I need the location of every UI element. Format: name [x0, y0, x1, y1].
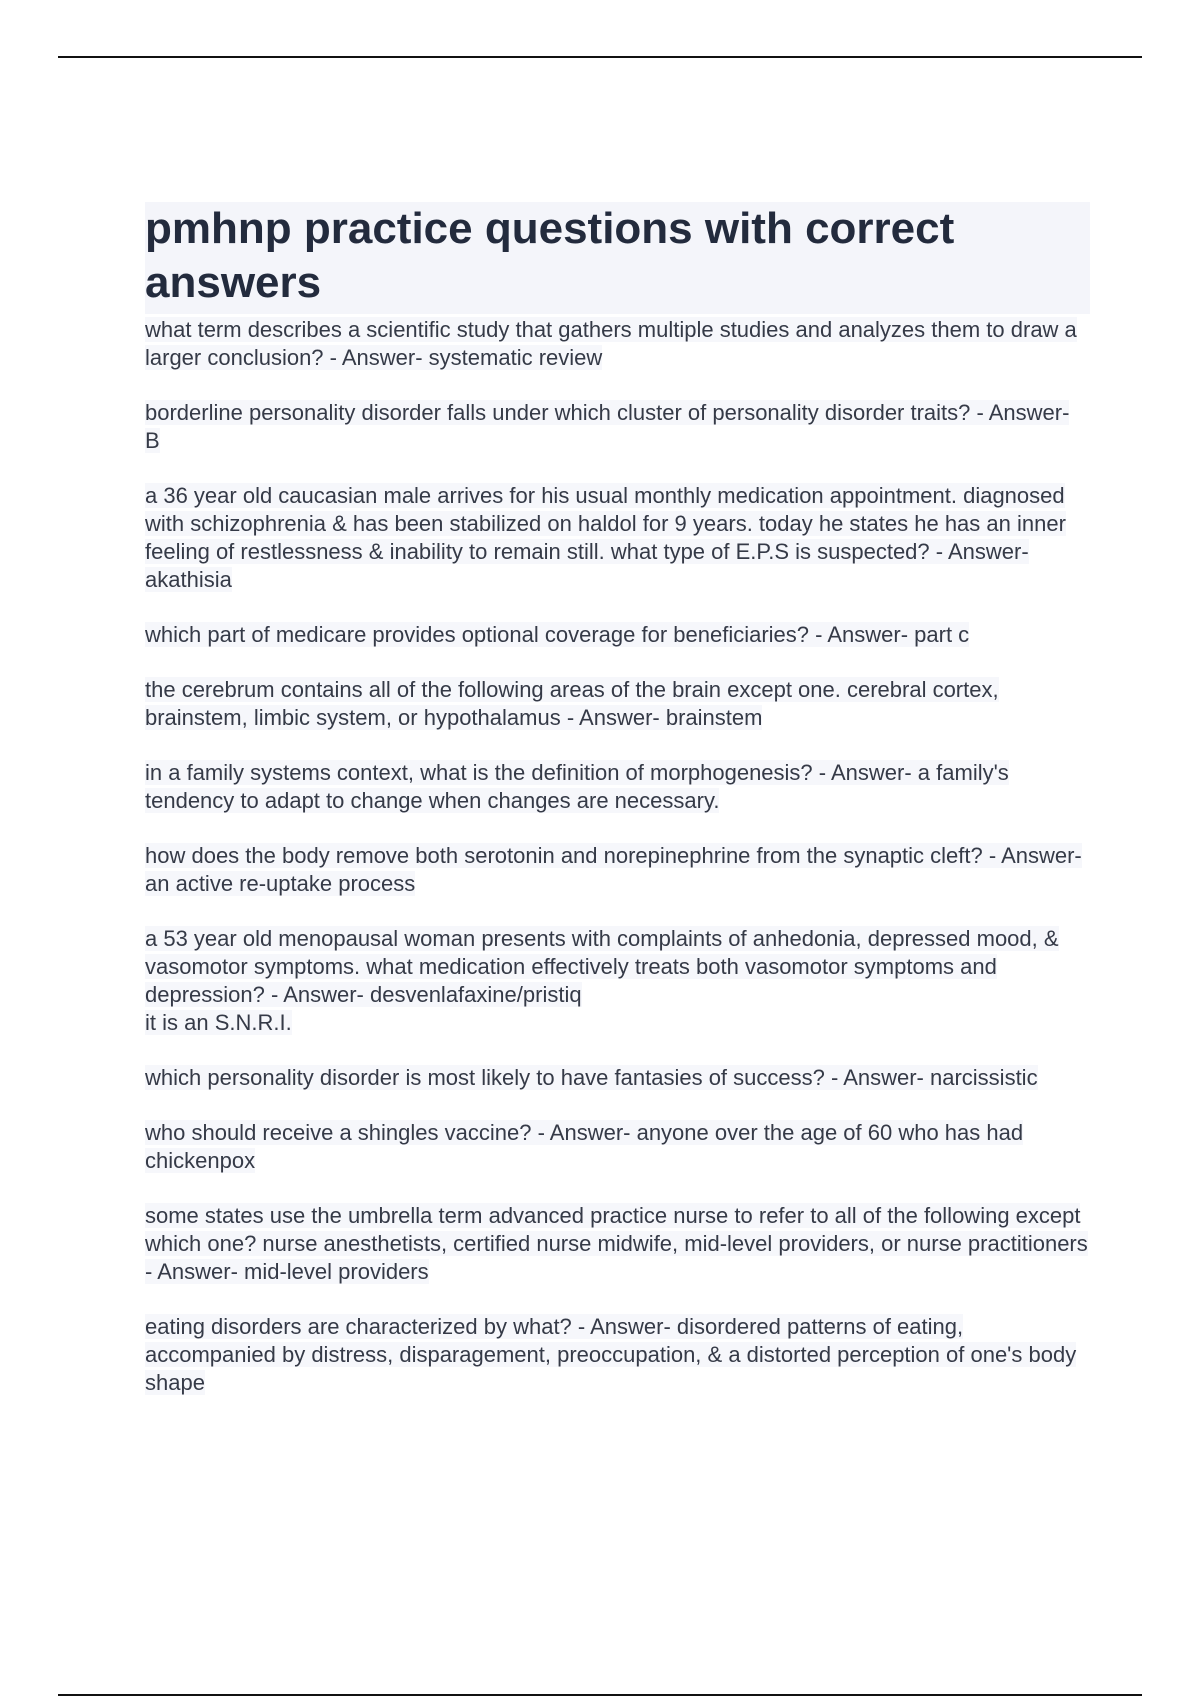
qa-item — [145, 676, 1090, 732]
document-body — [145, 202, 1090, 1424]
qa-item — [145, 1313, 1090, 1397]
qa-item — [145, 1119, 1090, 1175]
qa-item — [145, 842, 1090, 898]
bottom-rule — [58, 1694, 1142, 1696]
qa-list — [145, 316, 1090, 1397]
qa-item — [145, 621, 1090, 649]
qa-text: a 36 year old caucasian male arrives for his usual monthly medication appointment. diagnosed with schizophrenia & has been stabilized on haldol for 9 years. today he states he has an inner feeling of restlessness & inability to remain still. what type of E.P.S is suspected? - Answer- akathisia — [145, 483, 1066, 592]
qa-text: a 53 year old menopausal woman presents with complaints of anhedonia, depressed mood, & vasomotor symptoms. what medication effectively treats both vasomotor symptoms and depression? - Answer- desvenlafaxine/pristiq — [145, 926, 1059, 1007]
qa-text: borderline personality disorder falls under which cluster of personality disorder traits? - Answer- B — [145, 400, 1070, 453]
qa-item — [145, 925, 1090, 1037]
qa-item — [145, 759, 1090, 815]
top-rule — [58, 56, 1142, 58]
qa-item — [145, 1202, 1090, 1286]
title-band — [145, 202, 1090, 314]
qa-text: which personality disorder is most likely to have fantasies of success? - Answer- narcissistic — [145, 1065, 1038, 1090]
qa-text: eating disorders are characterized by what? - Answer- disordered patterns of eating, accompanied by distress, disparagement, preoccupation, & a distorted perception of one's body shape — [145, 1314, 1077, 1395]
title-line-1: pmhnp practice questions with correct — [145, 204, 955, 253]
qa-item — [145, 316, 1090, 372]
qa-item — [145, 482, 1090, 594]
qa-text: some states use the umbrella term advanced practice nurse to refer to all of the following except which one? nurse anesthetists, certified nurse midwife, mid-level providers, or nurse practitioners - Answer- mid-level providers — [145, 1203, 1088, 1284]
qa-text: in a family systems context, what is the definition of morphogenesis? - Answer- a family's tendency to adapt to change when changes are necessary. — [145, 760, 1009, 813]
qa-text: who should receive a shingles vaccine? - Answer- anyone over the age of 60 who has had chickenpox — [145, 1120, 1024, 1173]
qa-text: what term describes a scientific study that gathers multiple studies and analyzes them to draw a larger conclusion? - Answer- systematic review — [145, 317, 1077, 370]
qa-item — [145, 1064, 1090, 1092]
title-line-2: answers — [145, 258, 322, 307]
qa-text: how does the body remove both serotonin and norepinephrine from the synaptic cleft? - Answer- an active re-uptake process — [145, 843, 1082, 896]
qa-text: which part of medicare provides optional coverage for beneficiaries? - Answer- part c — [145, 622, 970, 647]
qa-text: the cerebrum contains all of the following areas of the brain except one. cerebral cortex, brainstem, limbic system, or hypothalamus - Answer- brainstem — [145, 677, 999, 730]
qa-item — [145, 399, 1090, 455]
qa-extra-text: it is an S.N.R.I. — [145, 1010, 292, 1035]
document-title — [145, 202, 1090, 310]
